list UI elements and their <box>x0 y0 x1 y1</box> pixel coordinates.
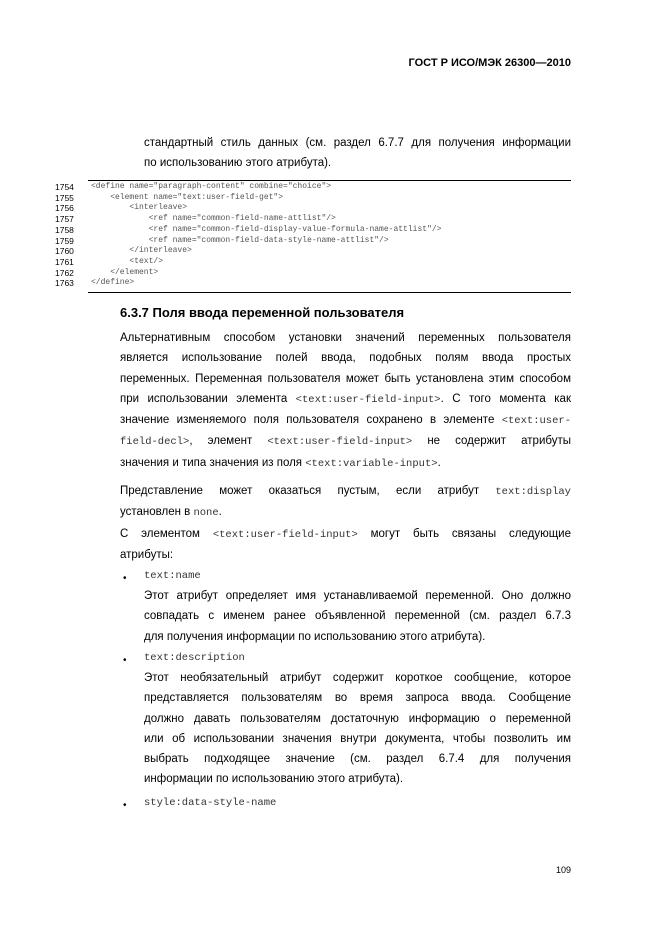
code-inline: <text:variable-input> <box>305 457 438 470</box>
code-inline: <text:user-field-input> <box>267 436 413 449</box>
code-line-numbers <box>55 182 74 289</box>
code-line: <interleave> <box>91 203 188 213</box>
code-inline: field-decl> <box>120 436 190 449</box>
page-header: ГОСТ Р ИСО/МЭК 26300—2010 <box>408 57 571 69</box>
paragraph-3: С элементом <text:user-field-input> могут быть связаны следующие атрибуты: <box>120 528 571 562</box>
code-line: </define> <box>91 278 135 288</box>
code-line: </interleave> <box>91 246 192 256</box>
page-number: 109 <box>555 865 571 875</box>
intro-paragraph: стандартный стиль данных (см. раздел 6.7.7 для получения информации по использованию этого атрибута). <box>144 137 571 170</box>
code-line-number: 1757 <box>55 214 74 225</box>
code-line: <ref name="common-field-name-attlist"/> <box>91 214 336 224</box>
code-line: </element> <box>91 267 159 277</box>
paragraph-2: Представление может оказаться пустым, если атрибут text:display установлен в none. <box>120 485 571 520</box>
code-line-number: 1755 <box>55 192 74 203</box>
code-line-number: 1762 <box>55 267 74 278</box>
code-inline: <text:user-field-input> <box>295 393 441 406</box>
code-line-number: 1756 <box>55 203 74 214</box>
code-line: <element name="text:user-field-get"> <box>91 192 284 202</box>
paragraph-1: Альтернативным способом установки значений переменных пользователя является использование полей ввода, подобных полям ввода простых переменных. Переменная пользователя может быть установлена этим способом при использовании элемента <text:user-field-input>. С того момента как значение изменяемого поля пользователя сохранено в элементе <text:user- field-decl>, элемент <text:user-field-input> не содержит атрибуты значения и типа значения из поля <text:variable-input>. <box>120 332 571 470</box>
bullet-dot-icon: • <box>123 573 127 584</box>
code-line-number: 1763 <box>55 278 74 289</box>
code-line-number: 1758 <box>55 224 74 235</box>
code-line-number: 1754 <box>55 182 74 192</box>
code-listing <box>91 182 441 289</box>
bullet-term: text:description <box>144 652 245 664</box>
section-heading: 6.3.7 Поля ввода переменной пользователя <box>120 305 405 320</box>
code-line: <text/> <box>91 256 164 266</box>
code-line-number: 1761 <box>55 256 74 267</box>
code-inline: none <box>193 507 219 520</box>
code-inline: <text:user-field-input> <box>212 529 358 541</box>
code-line-number: 1759 <box>55 235 74 246</box>
bullet-term: text:name <box>144 570 201 582</box>
code-line-number: 1760 <box>55 246 74 257</box>
bullet-dot-icon: • <box>123 655 127 666</box>
bullet-dot-icon: • <box>123 800 127 811</box>
code-line: <ref name="common-field-display-value-formula-name-attlist"/> <box>91 224 442 234</box>
code-line: <define name="paragraph-content" combine="choice"> <box>91 182 332 191</box>
code-inline: <text:user- <box>501 415 571 428</box>
bullet-2-text: Этот необязательный атрибут содержит короткое сообщение, которое представляется пользователям во время запроса ввода. Сообщение должно давать пользователям достаточную информацию о переменной или об использовании значения внутри документа, чтобы позволить им выбрать подходящее значение (см. раздел 6.7.4 для получения информации по использованию этого атрибута). <box>144 672 571 786</box>
code-inline: text:display <box>495 486 571 498</box>
code-line: <ref name="common-field-data-style-name-attlist"/> <box>91 235 389 245</box>
bullet-term: style:data-style-name <box>144 797 277 809</box>
bullet-1-text: Этот атрибут определяет имя устанавливаемой переменной. Оно должно совпадать с именем ранее объявленной переменной (см. раздел 6.7.3 для получения информации по использованию этого атрибута). <box>144 590 571 643</box>
